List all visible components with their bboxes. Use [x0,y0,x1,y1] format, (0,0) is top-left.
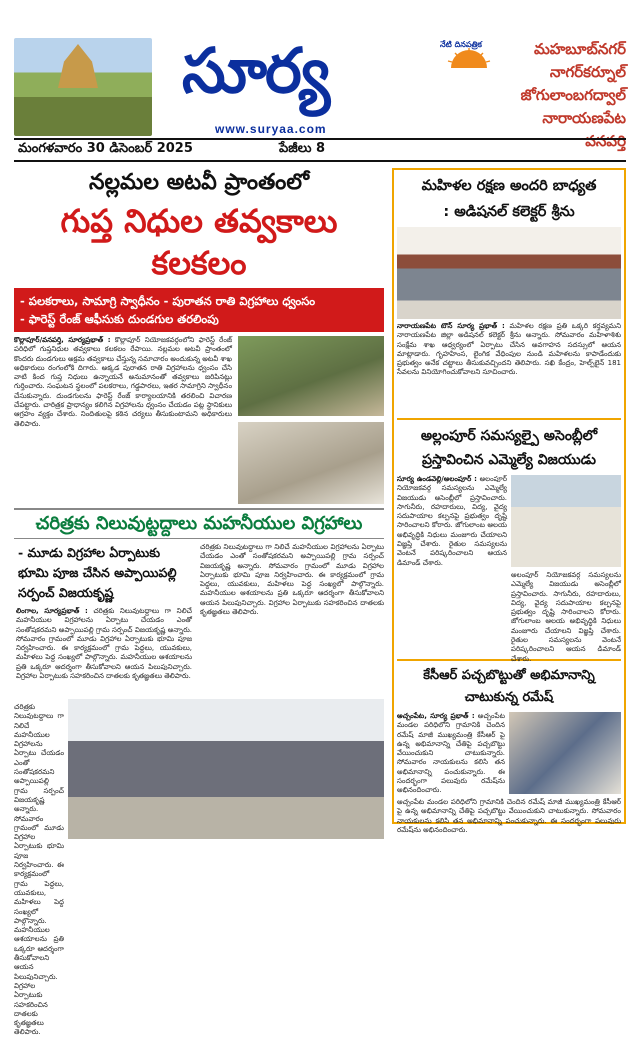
women-safety-headline[interactable]: మహిళల రక్షణ అందరి బాధ్యత [421,178,597,194]
lead-byline: కొల్లాపూర్/వనపర్తి, సూర్యప్రభాత్ : [14,336,111,344]
logo[interactable] [182,30,482,112]
alampur-headline[interactable]: అల్లంపూర్ సమస్యల్పై అసెంబ్లీలో ప్రస్తావించిన ఎమ్మెల్యే విజయుడు [420,428,598,468]
district-name: వనపర్తి [585,132,626,150]
idols-body-text-side: చరిత్రకు నిలువుటద్దాలు గా నిలిచే మహనీయుల విగ్రహాలను ఏర్పాటు చేయడం ఎంతో సంతోషకరమని అప్పాయిపల్లి గ్రామ సర్పంచ్ విజయకృష్ణ అన్నారు. సోమవారం గ్రామంలో మూడు విగ్రహాల ఏర్పాటుకు భూమి పూజ నిర్వహించారు. ఈ కార్యక్రమంలో గ్రామ పెద్దలు, యువకులు, మహిళలు పెద్ద సంఖ్యలో పాల్గొన్నారు. మహనీయుల ఆశయాలను ప్రతి ఒక్కరూ ఆదర్శంగా తీసుకోవాలని ఆయన పిలుపునిచ్చారు. విగ్రహాల ఏర్పాటుకు సహకరించిన దాతలకు కృతజ్ఞతలు తెలిపారు. [14,703,64,1037]
lead-story [14,336,384,504]
idols-headline[interactable]: చరిత్రకు నిలువుట్టద్దాలు మహనీయుల విగ్రహాలు [14,510,384,539]
side-column [392,168,626,834]
slogan: నేటి దినపత్రిక [440,40,482,49]
section-divider [397,659,621,661]
women-safety-body [397,322,621,414]
kcr-tattoo-headline[interactable]: కేసీఆర్ పచ్చబొట్టుతో అభిమానాన్ని చాటుకున్న రమేష్ [423,668,595,705]
alampur-photo [511,475,621,567]
lead-body-text: కొల్లాపూర్ నియోజకవర్గంలోని ఫారెస్ట్ రేంజ్ పరిధిలో గుప్తనిధుల తవ్వకాలు కలకలం రేపాయి. నల్లమల అటవీ ప్రాంతంలో కొందరు దుండగులు అక్రమ తవ్వకాలు చేస్తున్న సమాచారం అందుకున్న అటవీ శాఖ అధికారులు రంగంలోకి దిగారు. అక్కడ పురాతన రాతి విగ్రహాలను ధ్వంసం చేసి వాటి కింద గుప్త నిధులు ఉన్నాయనే అనుమానంతో తవ్వకాలు జరిపినట్లు గుర్తించారు. సంఘటన స్థలంలో పలకరాలు, గడ్డపారలు, ఇతర సామాగ్రిని స్వాధీనం చేసుకున్నారు. దుండగులను ఫారెస్ట్ రేంజ్ కార్యాలయానికి తరలించి విచారణ చేపట్టారు. చారిత్రక ప్రాధాన్యం కలిగిన విగ్రహాలను ధ్వంసం చేయడం పట్ల స్థానికులు ఆగ్రహం వ్యక్తం చేశారు. నిందితులపై కఠిన చర్యలు తీసుకుంటామని అధికారులు తెలిపారు. [14,336,232,428]
idols-photo-bhoomi-puja [68,699,384,839]
alampur-body-text-continued: అలంపూర్ నియోజకవర్గ సమస్యలను ఎమ్మెల్యే విజయుడు అసెంబ్లీలో ప్రస్తావించారు. సాగునీరు, రహదారులు, విద్య, వైద్య సదుపాయాల కల్పనపై ప్రభుత్వం దృష్టి సారించాలని కోరారు. జోగులాంబ ఆలయ అభివృద్ధికి నిధులు మంజూరు చేయాలని విజ్ఞప్తి చేశారు. రైతుల సమస్యలను వెంటనే పరిష్కరించాలని ఆయన డిమాండ్ చేశారు. [511,571,621,663]
alampur-body-text: అలంపూర్ నియోజకవర్గ సమస్యలను ఎమ్మెల్యే విజయుడు అసెంబ్లీలో ప్రస్తావించారు. సాగునీరు, రహదారులు, విద్య, వైద్య సదుపాయాల కల్పనపై ప్రభుత్వం దృష్టి సారించాలని కోరారు. జోగులాంబ ఆలయ అభివృద్ధికి నిధులు మంజూరు చేయాలని విజ్ఞప్తి చేశారు. రైతుల సమస్యలను వెంటనే పరిష్కరించాలని ఆయన డిమాండ్ చేశారు. [397,475,507,567]
alampur-body-continued [511,571,621,663]
kcr-tattoo-body [397,712,505,794]
lead-photo-forest [238,336,384,416]
website-url[interactable]: www.suryaa.com [215,122,327,136]
lead-headline[interactable]: గుప్త నిధుల తవ్వకాలు కలకలం [60,202,338,282]
idols-body-text-continued: చరిత్రకు నిలువుటద్దాలు గా నిలిచే మహనీయుల విగ్రహాలను ఏర్పాటు చేయడం ఎంతో సంతోషకరమని అప్పాయిపల్లి గ్రామ సర్పంచ్ విజయకృష్ణ అన్నారు. సోమవారం గ్రామంలో మూడు విగ్రహాల ఏర్పాటుకు భూమి పూజ నిర్వహించారు. ఈ కార్యక్రమంలో గ్రామ పెద్దలు, యువకులు, మహిళలు పెద్ద సంఖ్యలో పాల్గొన్నారు. మహనీయుల ఆశయాలను ప్రతి ఒక్కరూ ఆదర్శంగా తీసుకోవాలని ఆయన పిలుపునిచ్చారు. విగ్రహాల ఏర్పాటుకు సహకరించిన దాతలకు కృతజ్ఞతలు తెలిపారు. [200,543,384,617]
idols-body [14,607,194,691]
kcr-tattoo-body-text-continued: అచ్చంపేట మండల పరిధిలోని గ్రామానికి చెందిన రమేష్ మాజీ ముఖ్యమంత్రి కేసీఆర్ పై ఉన్న అభిమానాన్ని చేతిపై పచ్చబొట్టు వేయించుకుని చాటుకున్నారు. సోమవారం నాయకులను కలిసి తన అభిమానాన్ని పంచుకున్నారు. ఈ సందర్భంగా పలువురు రమేష్‌ను అభినందించారు. [397,798,621,834]
idols-subhead: - మూడు విగ్రహాల ఏర్పాటుకు భూమి పూజ చేసిన అప్పాయిపల్లి సర్పంచ్ విజయకృష్ణ [18,545,177,600]
issue-date: మంగళవారం 30 డిసెంబర్ 2025 [18,141,193,156]
kcr-tattoo-body-text: అచ్చంపేట మండల పరిధిలోని గ్రామానికి చెందిన రమేష్ మాజీ ముఖ్యమంత్రి కేసీఆర్ పై ఉన్న అభిమానాన్ని చేతిపై పచ్చబొట్టు వేయించుకుని చాటుకున్నారు. సోమవారం నాయకులను కలిసి తన అభిమానాన్ని పంచుకున్నారు. ఈ సందర్భంగా పలువురు రమేష్‌ను అభినందించారు. [397,712,505,795]
highlight-point: - ఫారెస్ట్ రేంజ్ ఆఫీసుకు దుండగుల తరలింపు [20,312,219,326]
women-safety-photo [397,227,621,319]
date-bar [14,138,626,162]
district-name: జోగులాంబగద్వాల్ [520,86,626,104]
kcr-tattoo-body-continued [397,798,621,846]
district-name: మహబూబ్‌నగర్ [533,40,626,58]
lead-kicker: నల్లమల అటవీ ప్రాంతంలో [89,170,309,195]
alampur-body [397,475,507,655]
temple-photo [14,38,152,136]
district-name: నారాయణపేట [542,109,626,127]
idols-body-continued [200,543,384,695]
kcr-tattoo-photo [509,712,621,794]
women-safety-byline: నారాయణపేట టౌన్ సూర్య ప్రభాత్ : [397,322,505,330]
idols-story [14,508,384,1037]
lead-photo-suspects [238,422,384,504]
logo-text: సూర్య [182,34,329,107]
highlight-point: - పలకరాలు, సామాగ్రి స్వాధీనం - పురాతన రాతి విగ్రహాలు ధ్వంసం [20,294,316,308]
main-column [14,168,384,1037]
district-list [476,38,626,153]
lead-highlights [14,288,384,332]
idols-body-side [14,703,64,1037]
page-count: పేజీలు 8 [279,141,326,156]
women-safety-subheadline: : అడిషనల్ కలెక్టర్ శ్రీను [443,204,575,220]
temple-illustration [58,44,98,88]
idols-byline: లింగాల, సూర్యప్రభాత్ : [16,607,88,615]
lead-body [14,336,232,504]
women-safety-body-text: మహిళల రక్షణ ప్రతి ఒక్కరి కర్తవ్యమని నారాయణపేట జిల్లా అడిషనల్ కలెక్టర్ శ్రీను అన్నారు. సోమవారం మహిళాశిశు సంక్షేమ శాఖ ఆధ్వర్యంలో ఏర్పాటు చేసిన అవగాహన సదస్సులో ఆయన మాట్లాడారు. గృహహింస, లైంగిక వేధింపుల నుండి మహిళలను కాపాడేందుకు ప్రభుత్వం అనేక చట్టాలు తీసుకువచ్చిందని తెలిపారు. సఖి కేంద్రం, హెల్ప్‌లైన్ 181 సేవలను వినియోగించుకోవాలని సూచించారు. [397,322,621,377]
idols-body-text: చరిత్రకు నిలువుటద్దాలు గా నిలిచే మహనీయుల విగ్రహాలను ఏర్పాటు చేయడం ఎంతో సంతోషకరమని అప్పాయిపల్లి గ్రామ సర్పంచ్ విజయకృష్ణ అన్నారు. సోమవారం గ్రామంలో మూడు విగ్రహాల ఏర్పాటుకు భూమి పూజ నిర్వహించారు. ఈ కార్యక్రమంలో గ్రామ పెద్దలు, యువకులు, మహిళలు పెద్ద సంఖ్యలో పాల్గొన్నారు. మహనీయుల ఆశయాలను ప్రతి ఒక్కరూ ఆదర్శంగా తీసుకోవాలని ఆయన పిలుపునిచ్చారు. విగ్రహాల ఏర్పాటుకు సహకరించిన దాతలకు కృతజ్ఞతలు తెలిపారు. [16,607,192,681]
district-name: నాగర్‌కర్నూల్ [549,63,626,81]
alampur-byline: సూర్య ఉండవెల్లి/అలంపూర్ : [397,475,477,483]
section-divider [397,418,621,420]
kcr-tattoo-byline: అచ్చంపేట, సూర్య ప్రభాత్ : [397,712,475,720]
